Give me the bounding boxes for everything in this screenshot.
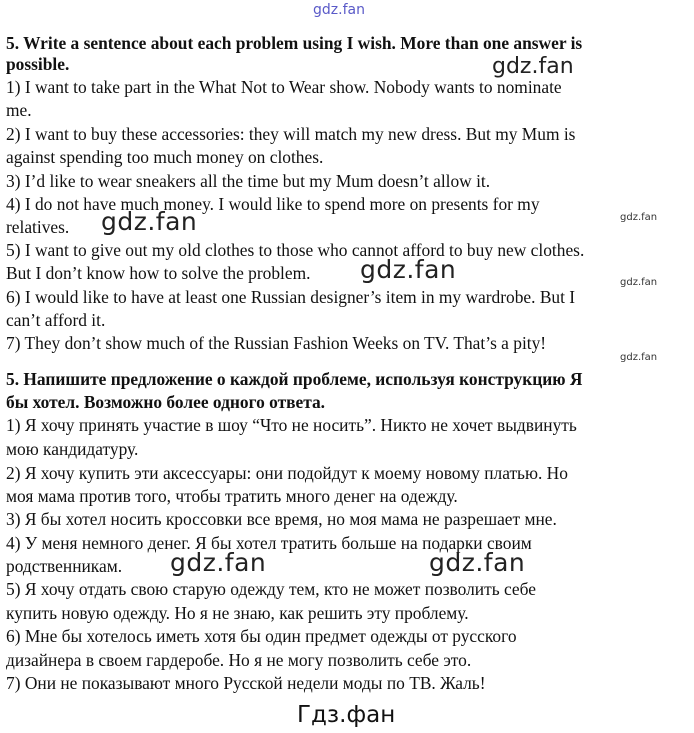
watermark-small-3: gdz.fan [620,352,658,363]
russian-title-line-1: 5. Напишите предложение о каждой проблеме, используя конструкцию Я [6,369,583,389]
watermark-russian-right: gdz.fan [429,548,526,577]
english-line-12: 7) They don’t show much of the Russian Fashion Weeks on TV. That’s a pity! [6,333,547,353]
russian-line-1: 1) Я хочу принять участие в шоу “Что не носить”. Никто не хочет выдвинуть [6,415,577,435]
english-line-11: can’t afford it. [6,310,106,330]
russian-line-12: 7) Они не показывают много Русской недели моды по ТВ. Жаль! [6,673,486,693]
watermark-english-top: gdz.fan [492,54,574,79]
english-title-line-2: possible. [6,54,70,74]
russian-line-3: 2) Я хочу купить эти аксессуары: они подойдут к моему новому платью. Но [6,463,568,483]
english-line-10: 6) I would like to have at least one Russian designer’s item in my wardrobe. But I [6,287,576,307]
russian-line-6: 4) У меня немного денег. Я бы хотел тратить больше на подарки своим [6,533,532,553]
watermark-english-center: gdz.fan [360,255,457,284]
english-line-8: 5) I want to give out my old clothes to those who cannot afford to buy new clothes. [6,240,585,260]
russian-line-8: 5) Я хочу отдать свою старую одежду тем, кто не может позволить себе [6,579,536,599]
watermark-small-1: gdz.fan [620,212,658,223]
watermark-english-left: gdz.fan [101,207,198,236]
watermark-russian-left: gdz.fan [170,548,267,577]
watermark-small-2: gdz.fan [620,277,658,288]
russian-line-4: моя мама против того, чтобы тратить много денег на одежду. [6,486,458,506]
russian-line-11: дизайнера в своем гардеробе. Но я не могу позволить себе это. [6,650,472,670]
english-title-line-1: 5. Write a sentence about each problem using I wish. More than one answer is [6,33,583,53]
footer-watermark: Гдз.фан [297,702,396,728]
russian-line-5: 3) Я бы хотел носить кроссовки все время, но моя мама не разрешает мне. [6,509,557,529]
english-line-2: me. [6,100,32,120]
english-line-3: 2) I want to buy these accessories: they will match my new dress. But my Mum is [6,124,576,144]
english-line-1: 1) I want to take part in the What Not to Wear show. Nobody wants to nominate [6,77,562,97]
english-line-5: 3) I’d like to wear sneakers all the time but my Mum doesn’t allow it. [6,171,491,191]
english-line-4: against spending too much money on clothes. [6,147,324,167]
russian-line-10: 6) Мне бы хотелось иметь хотя бы один предмет одежды от русского [6,626,517,646]
russian-line-9: купить новую одежду. Но я не знаю, как решить эту проблему. [6,603,469,623]
russian-line-2: мою кандидатуру. [6,439,139,459]
watermark-top: gdz.fan [313,2,365,18]
english-line-9: But I don’t know how to solve the problem. [6,263,311,283]
english-line-7: relatives. [6,217,70,237]
russian-title-line-2: бы хотел. Возможно более одного ответа. [6,392,326,412]
english-line-6: 4) I do not have much money. I would like to spend more on presents for my [6,194,540,214]
russian-line-7: родственникам. [6,556,123,576]
